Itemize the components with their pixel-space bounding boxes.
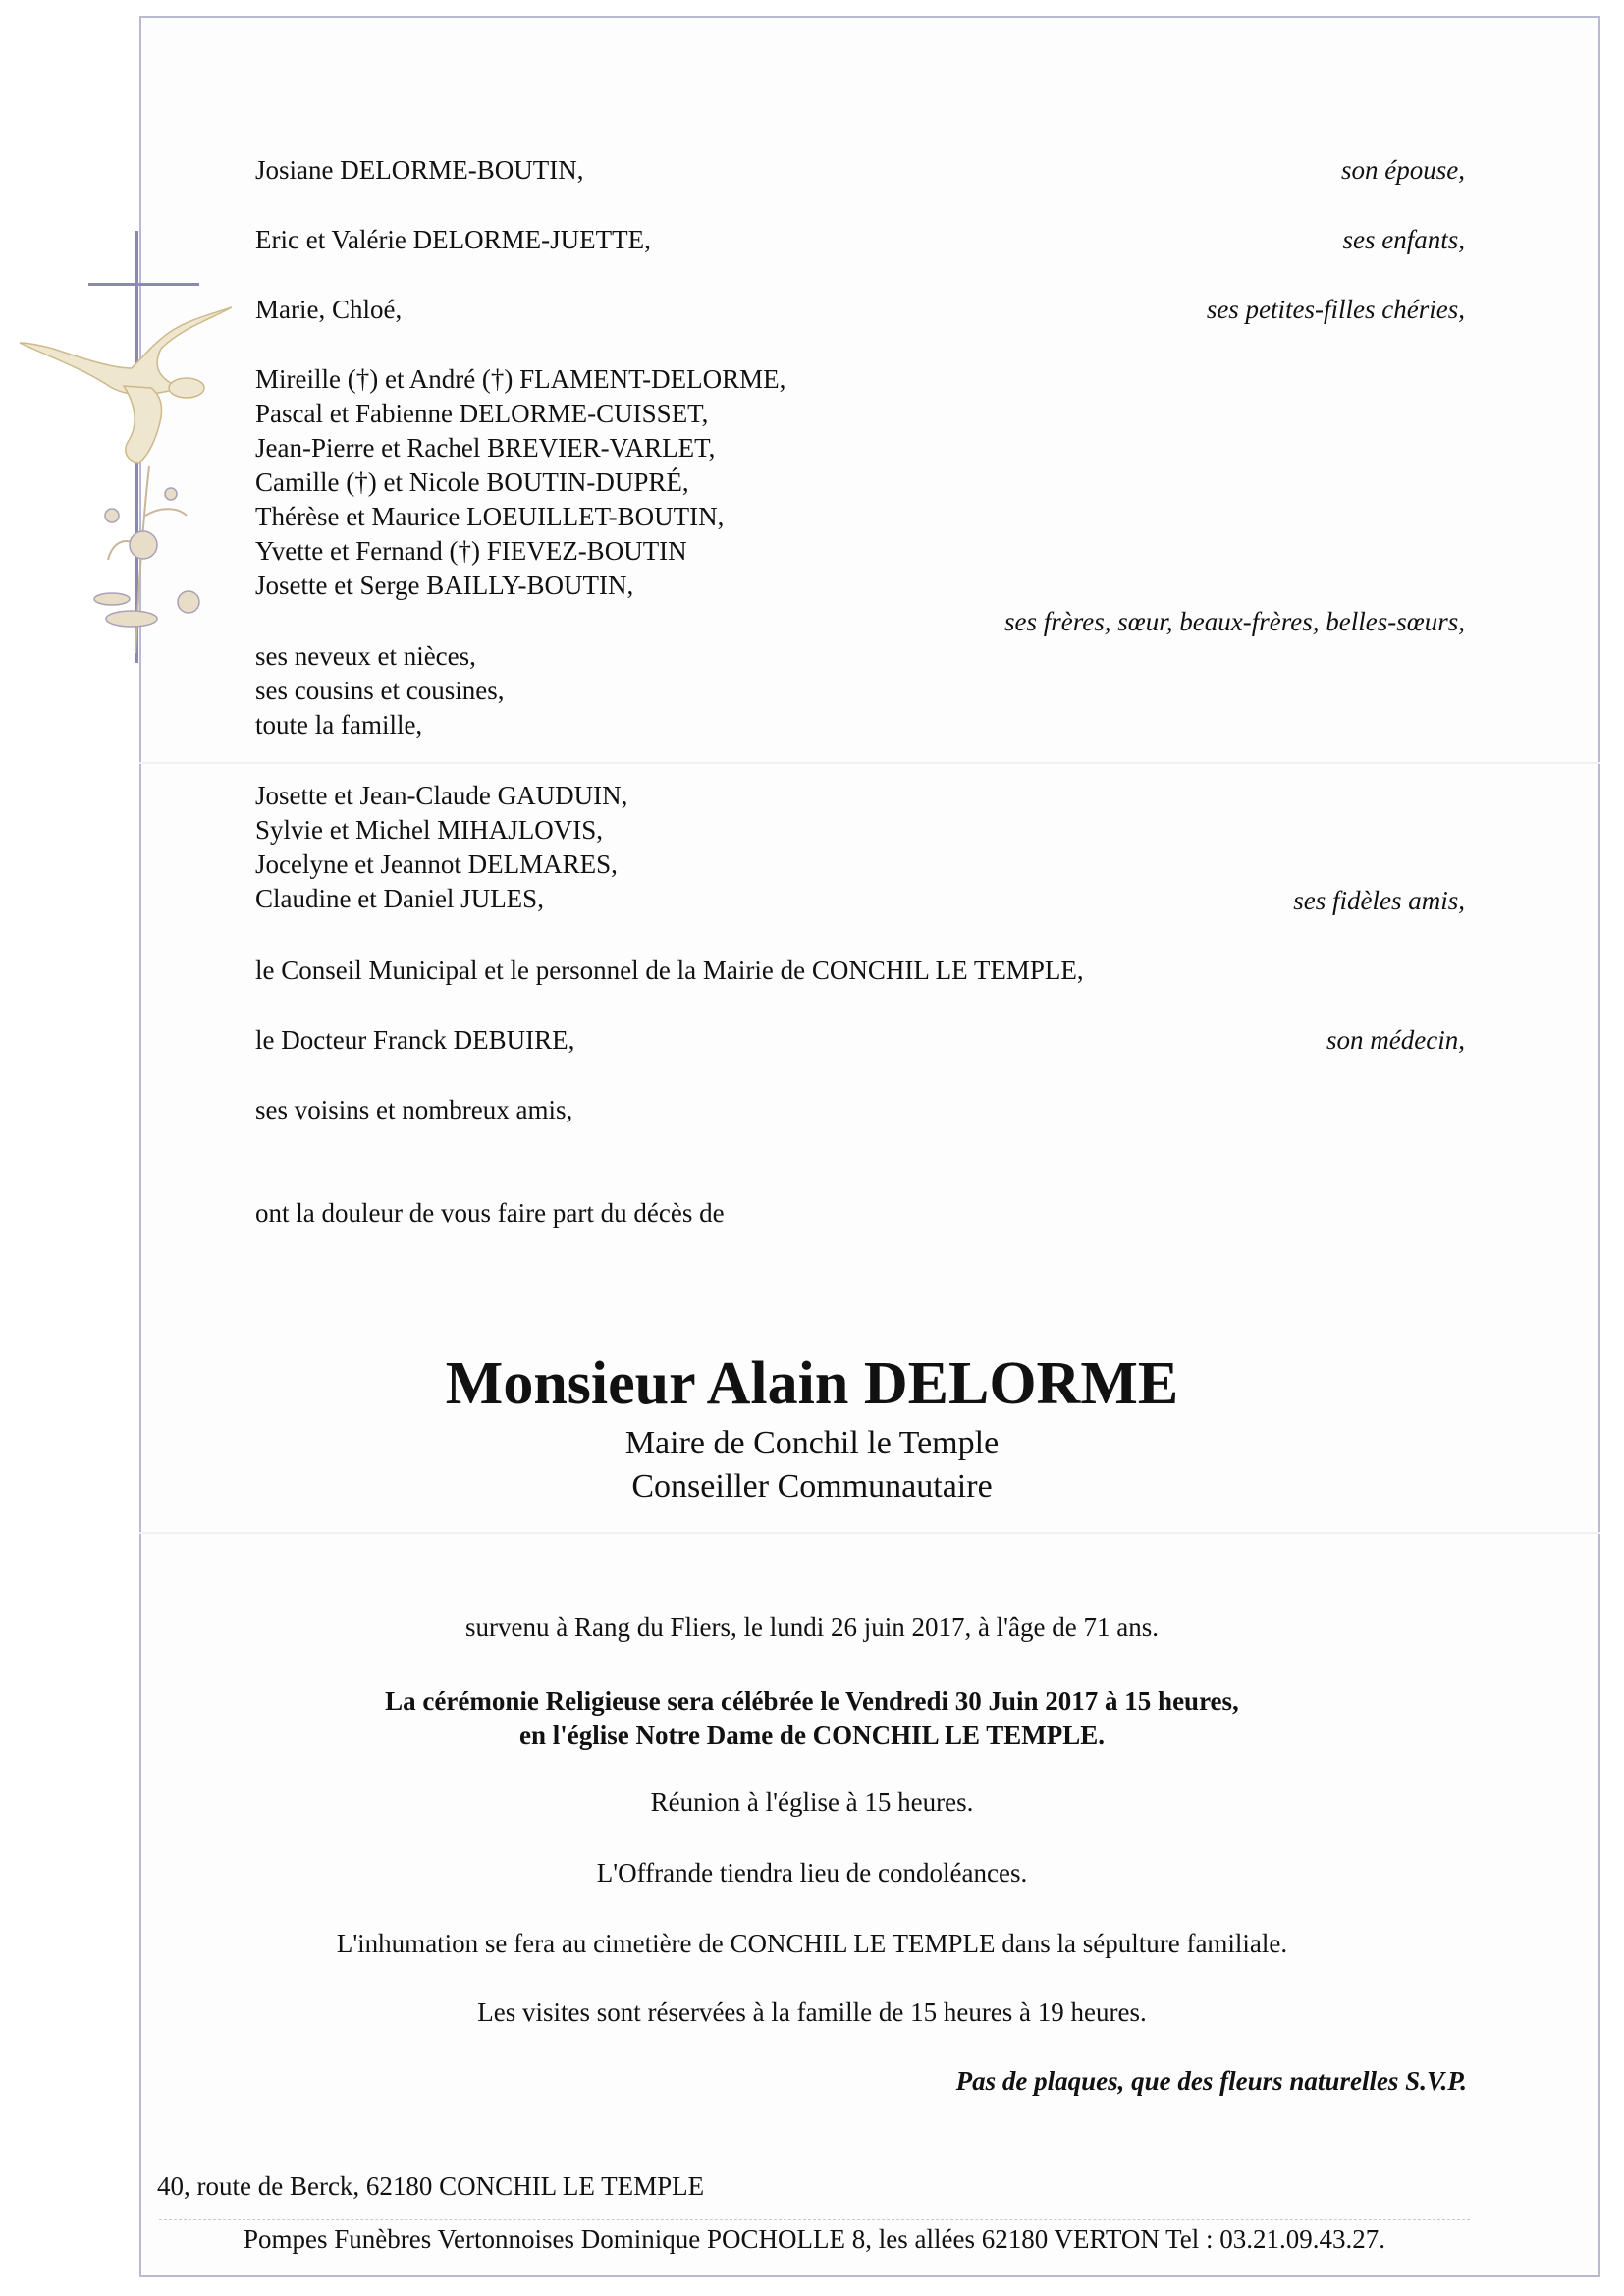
- family-address: 40, route de Berck, 62180 CONCHIL LE TEMPLE: [157, 2171, 705, 2201]
- relatives-line: ses neveux et nièces,: [255, 641, 476, 671]
- fold-line-bottom: [139, 1532, 1600, 1534]
- sibling-line: Camille (†) et Nicole BOUTIN-DUPRÉ,: [255, 467, 689, 497]
- family-granddaughters: Marie, Chloé,: [255, 295, 403, 324]
- ceremony-line-2: en l'église Notre Dame de CONCHIL LE TEMPLE.: [519, 1721, 1105, 1750]
- deceased-name: Monsieur Alain DELORME: [445, 1350, 1179, 1417]
- relatives-line: toute la famille,: [255, 710, 423, 739]
- friend-line: Sylvie et Michel MIHAJLOVIS,: [255, 815, 603, 845]
- sibling-line: Josette et Serge BAILLY-BOUTIN,: [255, 571, 634, 600]
- deceased-title-councillor: Conseiller Communautaire: [631, 1468, 993, 1504]
- sibling-line: Yvette et Fernand (†) FIEVEZ-BOUTIN: [255, 536, 687, 566]
- neighbours: ses voisins et nombreux amis,: [255, 1095, 573, 1124]
- friend-line: Jocelyne et Jeannot DELMARES,: [255, 849, 618, 879]
- flowers-note: Pas de plaques, que des fleurs naturelles S.V.P.: [955, 2066, 1467, 2096]
- visits-details: Les visites sont réservées à la famille de 15 heures à 19 heures.: [477, 1997, 1147, 2027]
- role-friends: ses fidèles amis,: [1293, 886, 1465, 915]
- church-meeting: Réunion à l'église à 15 heures.: [650, 1787, 974, 1817]
- announcement: ont la douleur de vous faire part du décès de: [255, 1198, 725, 1228]
- deceased-title-mayor: Maire de Conchil le Temple: [624, 1425, 1000, 1461]
- sibling-line: Jean-Pierre et Rachel BREVIER-VARLET,: [255, 433, 716, 463]
- family-wife: Josiane DELORME-BOUTIN,: [255, 155, 584, 185]
- doctor-name: le Docteur Franck DEBUIRE,: [255, 1025, 575, 1055]
- sibling-line: Thérèse et Maurice LOEUILLET-BOUTIN,: [255, 502, 725, 531]
- role-granddaughters: ses petites-filles chéries,: [1206, 295, 1465, 324]
- role-doctor: son médecin,: [1326, 1025, 1465, 1055]
- offering-note: L'Offrande tiendra lieu de condoléances.: [596, 1858, 1028, 1887]
- cross-dove-flowers-icon: [14, 221, 249, 673]
- sibling-line: Mireille (†) et André (†) FLAMENT-DELORME,: [255, 364, 786, 394]
- fold-line-top: [139, 762, 1600, 764]
- burial-details: L'inhumation se fera au cimetière de CONCHIL LE TEMPLE dans la sépulture familiale.: [336, 1929, 1288, 1958]
- ceremony-line-1: La cérémonie Religieuse sera célébrée le Vendredi 30 Juin 2017 à 15 heures,: [385, 1686, 1239, 1716]
- municipal-council: le Conseil Municipal et le personnel de la Mairie de CONCHIL LE TEMPLE,: [255, 956, 1084, 985]
- friend-line: Claudine et Daniel JULES,: [255, 884, 544, 913]
- role-wife: son épouse,: [1341, 155, 1465, 185]
- role-siblings: ses frères, sœur, beaux-frères, belles-sœurs,: [1004, 607, 1465, 636]
- family-children: Eric et Valérie DELORME-JUETTE,: [255, 225, 651, 254]
- sibling-line: Pascal et Fabienne DELORME-CUISSET,: [255, 399, 709, 428]
- death-details: survenu à Rang du Fliers, le lundi 26 juin 2017, à l'âge de 71 ans.: [465, 1613, 1159, 1642]
- funeral-home-info: Pompes Funèbres Vertonnoises Dominique POCHOLLE 8, les allées 62180 VERTON Tel : 03.21.09.43.27.: [159, 2219, 1470, 2257]
- role-children: ses enfants,: [1342, 225, 1465, 254]
- relatives-line: ses cousins et cousines,: [255, 676, 505, 705]
- friend-line: Josette et Jean-Claude GAUDUIN,: [255, 781, 628, 810]
